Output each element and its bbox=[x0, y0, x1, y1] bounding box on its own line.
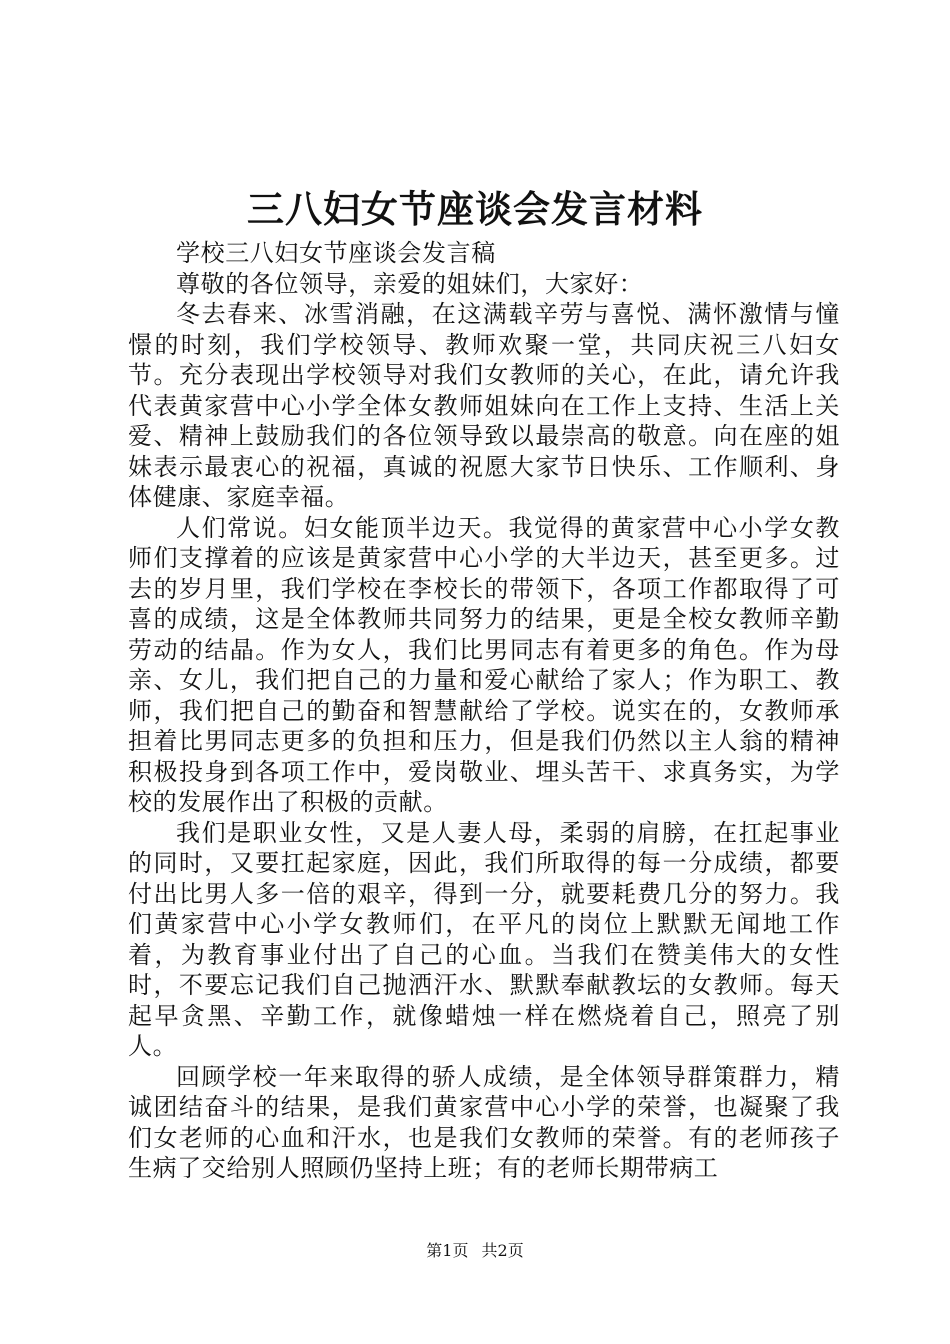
paragraph: 冬去春来、冰雪消融，在这满载辛劳与喜悦、满怀激情与憧憬的时刻，我们学校领导、教师欢聚一堂，共同庆祝三八妇女节。充分表现出学校领导对我们女教师的关心，在此，请允许我代表黄家营中心小学全体女教师姐妹向在工作上支持、生活上关爱、精神上鼓励我们的各位领导致以最崇高的敬意。向在座的姐妹表示最衷心的祝福，真诚的祝愿大家节日快乐、工作顺利、身体健康、家庭幸福。 bbox=[128, 300, 840, 511]
document-body bbox=[128, 238, 840, 1184]
paragraph-subtitle: 学校三八妇女节座谈会发言稿 bbox=[176, 239, 496, 267]
page-number: 第1页 bbox=[426, 1241, 469, 1260]
paragraph-greeting: 尊敬的各位领导，亲爱的姐妹们，大家好： bbox=[176, 269, 644, 298]
page-total: 共2页 bbox=[481, 1241, 524, 1260]
paragraph: 我们是职业女性，又是人妻人母，柔弱的肩膀，在扛起事业的同时，又要扛起家庭，因此，我们所取得的每一分成绩，都要付出比男人多一倍的艰辛，得到一分，就要耗费几分的努力。我们黄家营中心小学女教师们，在平凡的岗位上默默无闻地工作着，为教育事业付出了自己的心血。当我们在赞美伟大的女性时，不要忘记我们自己抛洒汗水、默默奉献教坛的女教师。每天起早贪黑、辛勤工作，就像蜡烛一样在燃烧着自己，照亮了别人。 bbox=[128, 818, 840, 1060]
page-footer bbox=[0, 1240, 950, 1262]
paragraph: 人们常说。妇女能顶半边天。我觉得的黄家营中心小学女教师们支撑着的应该是黄家营中心小学的大半边天，甚至更多。过去的岁月里，我们学校在李校长的带领下，各项工作都取得了可喜的成绩，这是全体教师共同努力的结果，更是全校女教师辛勤劳动的结晶。作为女人，我们比男同志有着更多的角色。作为母亲、女儿，我们把自己的力量和爱心献给了家人；作为职工、教师，我们把自己的勤奋和智慧献给了学校。说实在的，女教师承担着比男同志更多的负担和压力，但是我们仍然以主人翁的精神积极投身到各项工作中，爱岗敬业、埋头苦干、求真务实，为学校的发展作出了积极的贡献。 bbox=[128, 513, 840, 816]
paragraph: 回顾学校一年来取得的骄人成绩，是全体领导群策群力，精诚团结奋斗的结果，是我们黄家营中心小学的荣誉，也凝聚了我们女老师的心血和汗水，也是我们女教师的荣誉。有的老师孩子生病了交给别人照顾仍坚持上班；有的老师长期带病工 bbox=[128, 1062, 840, 1182]
document-title: 三八妇女节座谈会发言材料 bbox=[247, 187, 703, 231]
